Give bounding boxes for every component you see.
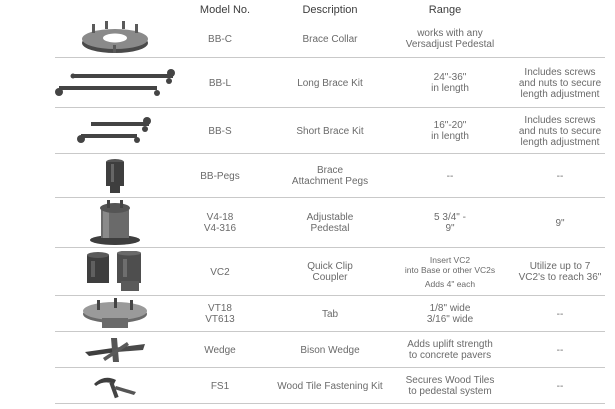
product-image (55, 58, 175, 108)
header-description: Description (302, 4, 358, 16)
range-cell: Adds uplift strength to concrete pavers (407, 339, 493, 361)
row-divider (55, 403, 605, 404)
model-cell: BB-S (208, 125, 232, 137)
product-image (55, 154, 175, 198)
model-cell: BB-Pegs (200, 170, 240, 182)
range-cell: Insert VC2 into Base or other VC2s Adds 4" each (404, 255, 496, 289)
table-row (0, 20, 615, 58)
table-row (0, 108, 615, 154)
product-image (55, 108, 175, 154)
bison-wedge-icon (83, 336, 147, 364)
model-cell: FS1 (210, 380, 230, 392)
table-row (0, 368, 615, 404)
model-cell: Wedge (204, 344, 236, 356)
table-row (0, 154, 615, 198)
long-brace-kit-icon (53, 64, 177, 102)
description-cell: Brace Attachment Pegs (291, 165, 369, 187)
model-cell: V4-18 V4-316 (203, 212, 237, 234)
table-row (0, 332, 615, 368)
product-image (55, 248, 175, 296)
description-cell: Adjustable Pedestal (306, 212, 354, 234)
description-cell: Quick Clip Coupler (307, 261, 353, 283)
short-brace-kit-icon (75, 114, 155, 148)
tab-icon (80, 298, 150, 330)
product-image (55, 368, 175, 404)
brace-collar-icon (75, 21, 155, 57)
header-range: Range (428, 4, 462, 16)
table-row (0, 198, 615, 248)
product-image (55, 198, 175, 248)
range-cell: 5 3/4" - 9" (434, 212, 466, 234)
quick-clip-coupler-icon (83, 251, 147, 293)
notes-cell: Includes screws and nuts to secure length adjustment (518, 66, 602, 100)
description-cell: Bison Wedge (300, 344, 360, 356)
table-row (0, 248, 615, 296)
description-cell: Brace Collar (302, 33, 358, 45)
notes-cell: -- (556, 308, 564, 320)
description-cell: Tab (321, 308, 339, 320)
notes-cell: -- (556, 344, 564, 356)
description-cell: Long Brace Kit (297, 77, 363, 89)
model-cell: BB-C (208, 33, 232, 45)
range-cell: works with any Versadjust Pedestal (405, 28, 495, 50)
brace-peg-icon (103, 157, 127, 195)
notes-cell: Includes screws and nuts to secure length adjustment (518, 114, 602, 148)
product-image (55, 332, 175, 368)
product-image (55, 20, 175, 58)
wood-tile-fastening-kit-icon (90, 372, 140, 400)
description-cell: Short Brace Kit (296, 125, 364, 137)
model-cell: VC2 (210, 266, 230, 278)
table-row (0, 296, 615, 332)
model-cell: BB-L (208, 77, 232, 89)
range-cell: 16"-20" in length (431, 120, 469, 142)
range-cell: 24"-36" in length (431, 72, 469, 94)
range-cell: -- (446, 170, 454, 182)
table-row (0, 58, 615, 108)
notes-cell: -- (556, 170, 564, 182)
model-cell: VT18 VT613 (205, 303, 235, 325)
header-model: Model No. (199, 4, 251, 16)
description-cell: Wood Tile Fastening Kit (277, 380, 383, 392)
product-image (55, 296, 175, 332)
notes-cell: -- (556, 380, 564, 392)
adjustable-pedestal-icon (87, 200, 143, 246)
range-cell: 1/8" wide 3/16" wide (426, 303, 474, 325)
range-cell: Secures Wood Tiles to pedestal system (405, 375, 495, 397)
notes-cell: Utilize up to 7 VC2's to reach 36" (518, 261, 602, 283)
notes-cell: 9" (555, 217, 565, 229)
